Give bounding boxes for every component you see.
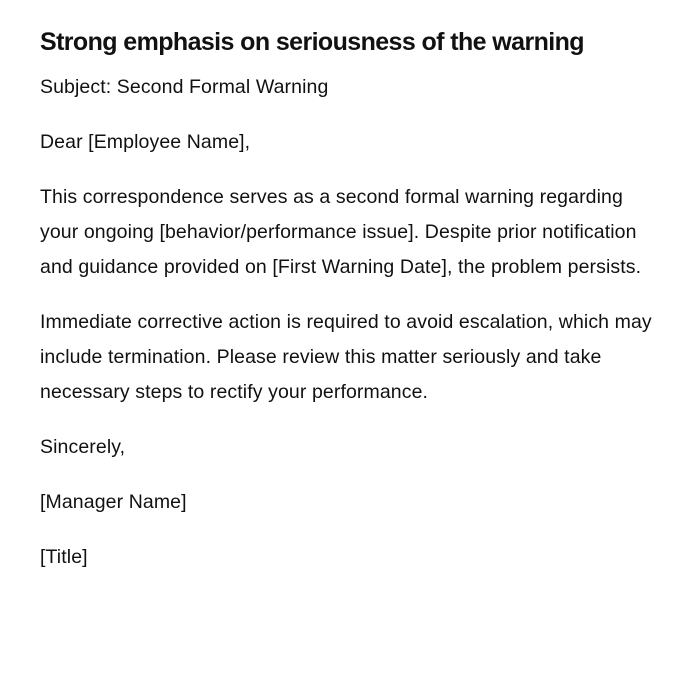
body-paragraph-1: This correspondence serves as a second formal warning regarding your ongoing [behavior/performance issue]. Despite prior notification and guidance provided on [First Warning Date], the problem persists. <box>40 186 642 278</box>
document-title: Strong emphasis on seriousness of the warning <box>40 28 584 56</box>
closing: Sincerely, <box>40 436 126 458</box>
salutation: Dear [Employee Name], <box>40 131 251 153</box>
body-paragraph-2: Immediate corrective action is required to avoid escalation, which may include termination. Please review this matter seriously and take necessary steps to rectify your performance. <box>40 311 652 403</box>
signature-title: [Title] <box>40 546 88 568</box>
signature-name: [Manager Name] <box>40 491 187 513</box>
subject-line: Subject: Second Formal Warning <box>40 76 329 98</box>
